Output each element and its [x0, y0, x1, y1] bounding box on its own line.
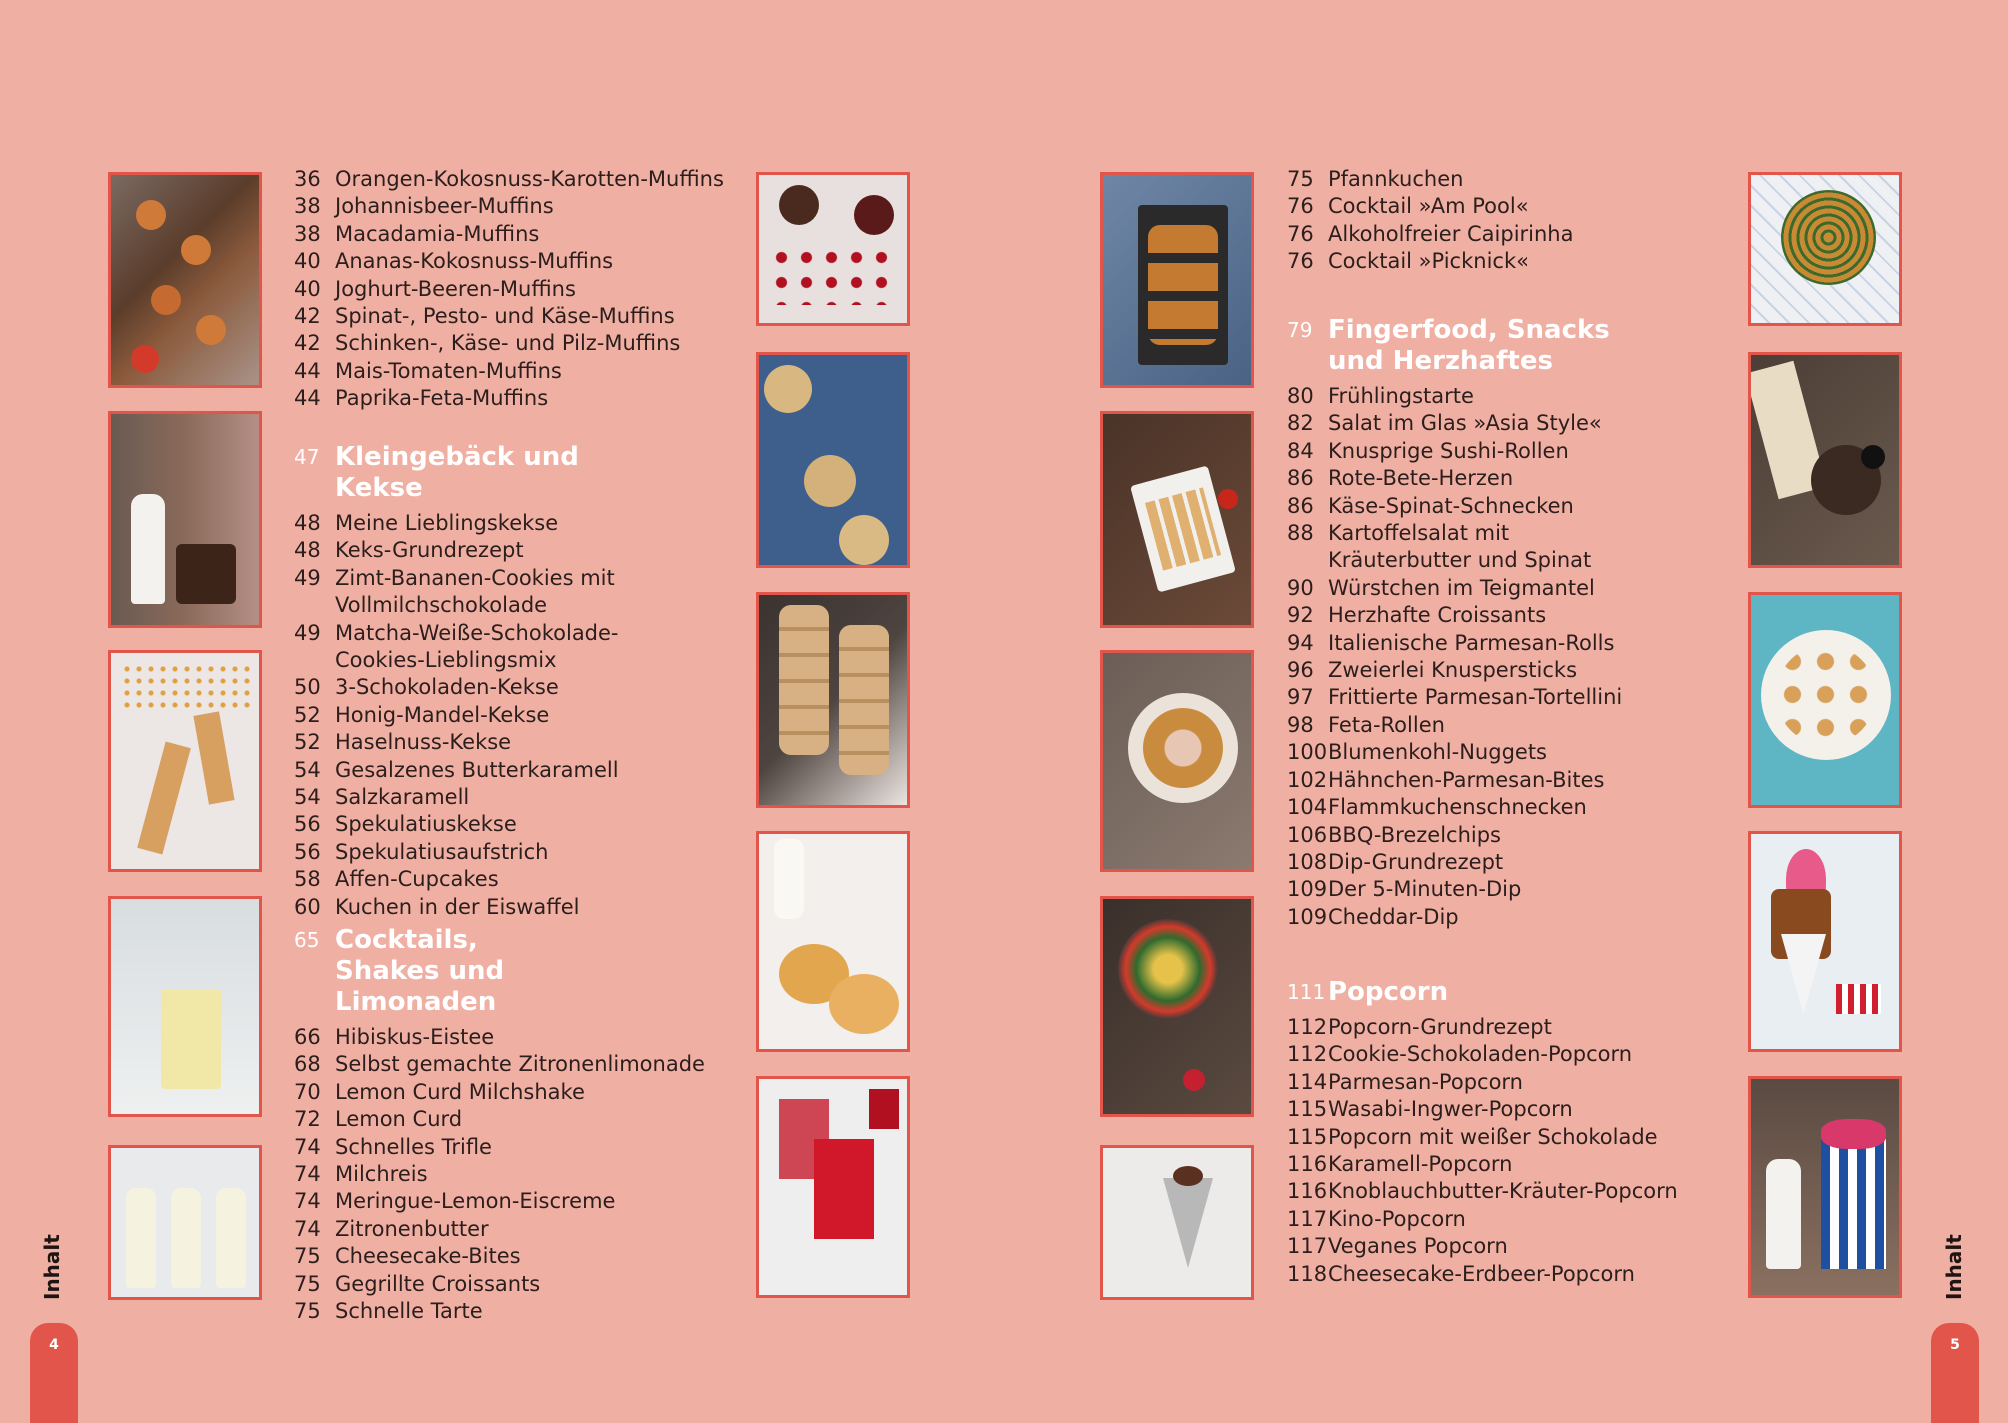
toc-left-kekse	[294, 442, 624, 921]
toc-entry[interactable]: 117 Veganes Popcorn	[1287, 1234, 1508, 1259]
toc-entry[interactable]: 98 Feta-Rollen	[1287, 712, 1445, 737]
toc-entry[interactable]: 52 Honig-Mandel-Kekse	[294, 702, 550, 727]
side-label-left: Inhalt	[40, 1234, 64, 1300]
toc-entry[interactable]: 60 Kuchen in der Eiswaffel	[294, 894, 580, 919]
toc-entry[interactable]: 108 Dip-Grundrezept	[1287, 849, 1504, 874]
toc-entry[interactable]: 38 Johannisbeer-Muffins	[294, 194, 554, 219]
toc-entry[interactable]: 112 Popcorn-Grundrezept	[1287, 1015, 1552, 1039]
toc-entry[interactable]: 44 Paprika-Feta-Muffins	[294, 386, 549, 411]
toc-entry[interactable]: 82 Salat im Glas »Asia Style«	[1287, 411, 1602, 436]
toc-right-fingerfood	[1287, 315, 1697, 931]
toc-right-drinks	[1287, 166, 1687, 276]
toc-entry[interactable]: 48 Keks-Grundrezept	[294, 538, 524, 563]
photo-croissants	[1100, 172, 1254, 388]
toc-entry[interactable]: 116 Karamell-Popcorn	[1287, 1152, 1513, 1177]
photo-milk-cookies	[108, 411, 262, 628]
toc-entry[interactable]: 96 Zweierlei Knuspersticks	[1287, 658, 1578, 683]
section-heading[interactable]: 65 Cocktails, Shakes und Limonaden	[294, 925, 505, 1017]
toc-entry[interactable]: 70 Lemon Curd Milchshake	[294, 1079, 585, 1104]
photo-spiral-tart	[1748, 172, 1902, 326]
toc-entry[interactable]: 112 Cookie-Schokoladen-Popcorn	[1287, 1042, 1633, 1067]
photo-flamingo-fries	[1748, 831, 1902, 1052]
toc-entry[interactable]: 76 Cocktail »Picknick«	[1287, 249, 1529, 274]
toc-entry[interactable]: 42 Spinat-, Pesto- und Käse-Muffins	[294, 304, 675, 329]
toc-entry[interactable]: 117 Kino-Popcorn	[1287, 1206, 1466, 1231]
toc-entry[interactable]: 48 Meine Lieblingskekse	[294, 511, 559, 535]
toc-entry[interactable]: 84 Knusprige Sushi-Rollen	[1287, 438, 1569, 463]
toc-entry[interactable]: 114 Parmesan-Popcorn	[1287, 1069, 1523, 1094]
toc-entry[interactable]: 92 Herzhafte Croissants	[1287, 603, 1547, 628]
toc-entry[interactable]: 42 Schinken-, Käse- und Pilz-Muffins	[294, 331, 681, 356]
toc-entry[interactable]: 72 Lemon Curd	[294, 1107, 463, 1132]
toc-entry[interactable]: 38 Macadamia-Muffins	[294, 221, 540, 246]
toc-entry[interactable]: 109 Der 5-Minuten-Dip	[1287, 877, 1522, 902]
toc-entry[interactable]: 109 Cheddar-Dip	[1287, 904, 1459, 929]
toc-entry[interactable]: 74 Schnelles Trifle	[294, 1134, 492, 1159]
toc-entry[interactable]: 49 Matcha-Weiße-Schokolade-Cookies-Lieblingsmix	[294, 620, 619, 673]
toc-entry[interactable]: 116 Knoblauchbutter-Kräuter-Popcorn	[1287, 1179, 1678, 1204]
toc-entry[interactable]: 75 Schnelle Tarte	[294, 1299, 483, 1324]
photo-popcorn-cone	[1100, 1145, 1254, 1300]
toc-entry[interactable]: 68 Selbst gemachte Zitronenlimonade	[294, 1052, 705, 1077]
toc-entry[interactable]: 50 3-Schokoladen-Kekse	[294, 675, 559, 700]
toc-entry[interactable]: 58 Affen-Cupcakes	[294, 867, 499, 892]
photo-sprinkle-cones	[108, 650, 262, 872]
photo-cookies-blue	[756, 352, 910, 568]
section-heading[interactable]: 79 Fingerfood, Snacks und Herzhaftes	[1287, 315, 1610, 376]
photo-cookie-tray	[756, 592, 910, 808]
photo-muffins-board	[108, 172, 262, 388]
page-number-right: 5	[1931, 1323, 1979, 1423]
toc-entry[interactable]: 76 Alkoholfreier Caipirinha	[1287, 221, 1574, 246]
toc-entry[interactable]: 44 Mais-Tomaten-Muffins	[294, 358, 562, 383]
photo-cheese-swirls	[1748, 592, 1902, 808]
toc-entry[interactable]: 49 Zimt-Bananen-Cookies mit Vollmilchschokolade	[294, 565, 615, 618]
page-number-left: 4	[30, 1323, 78, 1423]
toc-entry[interactable]: 88 Kartoffelsalat mit Kräuterbutter und Spinat	[1287, 521, 1592, 573]
photo-popcorn-milk	[1748, 1076, 1902, 1298]
photo-cherries	[756, 172, 910, 326]
toc-entry[interactable]: 94 Italienische Parmesan-Rolls	[1287, 630, 1615, 655]
side-label-right: Inhalt	[1942, 1234, 1966, 1300]
toc-entry[interactable]: 118 Cheesecake-Erdbeer-Popcorn	[1287, 1261, 1635, 1286]
toc-entry[interactable]: 115 Popcorn mit weißer Schokolade	[1287, 1124, 1658, 1149]
toc-entry[interactable]: 104 Flammkuchenschnecken	[1287, 795, 1587, 820]
toc-entry[interactable]: 80 Frühlingstarte	[1287, 384, 1474, 408]
toc-entry[interactable]: 97 Frittierte Parmesan-Tortellini	[1287, 685, 1623, 710]
toc-entry[interactable]: 40 Joghurt-Beeren-Muffins	[294, 276, 576, 301]
photo-red-drink	[756, 1076, 910, 1298]
toc-entry[interactable]: 75 Cheesecake-Bites	[294, 1244, 521, 1269]
photo-salad-bowl	[1100, 896, 1254, 1117]
toc-entry[interactable]: 115 Wasabi-Ingwer-Popcorn	[1287, 1097, 1573, 1122]
toc-entry[interactable]: 75 Gegrillte Croissants	[294, 1271, 541, 1296]
toc-entry[interactable]: 52 Haselnuss-Kekse	[294, 730, 512, 755]
photo-nuggets-dip	[1100, 650, 1254, 872]
section-heading[interactable]: 111 Popcorn	[1287, 977, 1449, 1007]
toc-entry[interactable]: 40 Ananas-Kokosnuss-Muffins	[294, 249, 614, 274]
toc-entry[interactable]: 75 Pfannkuchen	[1287, 167, 1464, 191]
toc-left-cocktails	[294, 925, 734, 1325]
toc-entry[interactable]: 102 Hähnchen-Parmesan-Bites	[1287, 767, 1605, 792]
toc-entry[interactable]: 74 Meringue-Lemon-Eiscreme	[294, 1189, 616, 1214]
toc-right-popcorn	[1287, 977, 1717, 1288]
toc-entry[interactable]: 36 Orangen-Kokosnuss-Karotten-Muffins	[294, 167, 724, 191]
toc-entry[interactable]: 66 Hibiskus-Eistee	[294, 1025, 495, 1049]
toc-entry[interactable]: 56 Spekulatiusaufstrich	[294, 839, 549, 864]
toc-entry[interactable]: 56 Spekulatiuskekse	[294, 812, 517, 837]
toc-entry[interactable]: 90 Würstchen im Teigmantel	[1287, 575, 1595, 600]
toc-entry[interactable]: 76 Cocktail »Am Pool«	[1287, 194, 1529, 219]
toc-entry[interactable]: 106 BBQ-Brezelchips	[1287, 822, 1501, 847]
toc-entry[interactable]: 74 Zitronenbutter	[294, 1216, 489, 1241]
toc-left-muffins	[294, 166, 734, 413]
toc-entry[interactable]: 74 Milchreis	[294, 1162, 428, 1187]
photo-pastry-sticks	[1100, 411, 1254, 628]
toc-entry[interactable]: 86 Rote-Bete-Herzen	[1287, 466, 1514, 491]
photo-lemonade-glass	[108, 896, 262, 1117]
toc-entry[interactable]: 100 Blumenkohl-Nuggets	[1287, 740, 1547, 765]
toc-entry[interactable]: 54 Gesalzenes Butterkaramell	[294, 757, 619, 782]
photo-milkshake-bottles	[108, 1145, 262, 1300]
section-heading[interactable]: 47 Kleingebäck und Kekse	[294, 442, 579, 503]
toc-entry[interactable]: 54 Salzkaramell	[294, 785, 470, 810]
toc-entry[interactable]: 86 Käse-Spinat-Schnecken	[1287, 493, 1574, 518]
photo-sugared-rings	[756, 831, 910, 1052]
photo-sushi-rolls	[1748, 352, 1902, 568]
